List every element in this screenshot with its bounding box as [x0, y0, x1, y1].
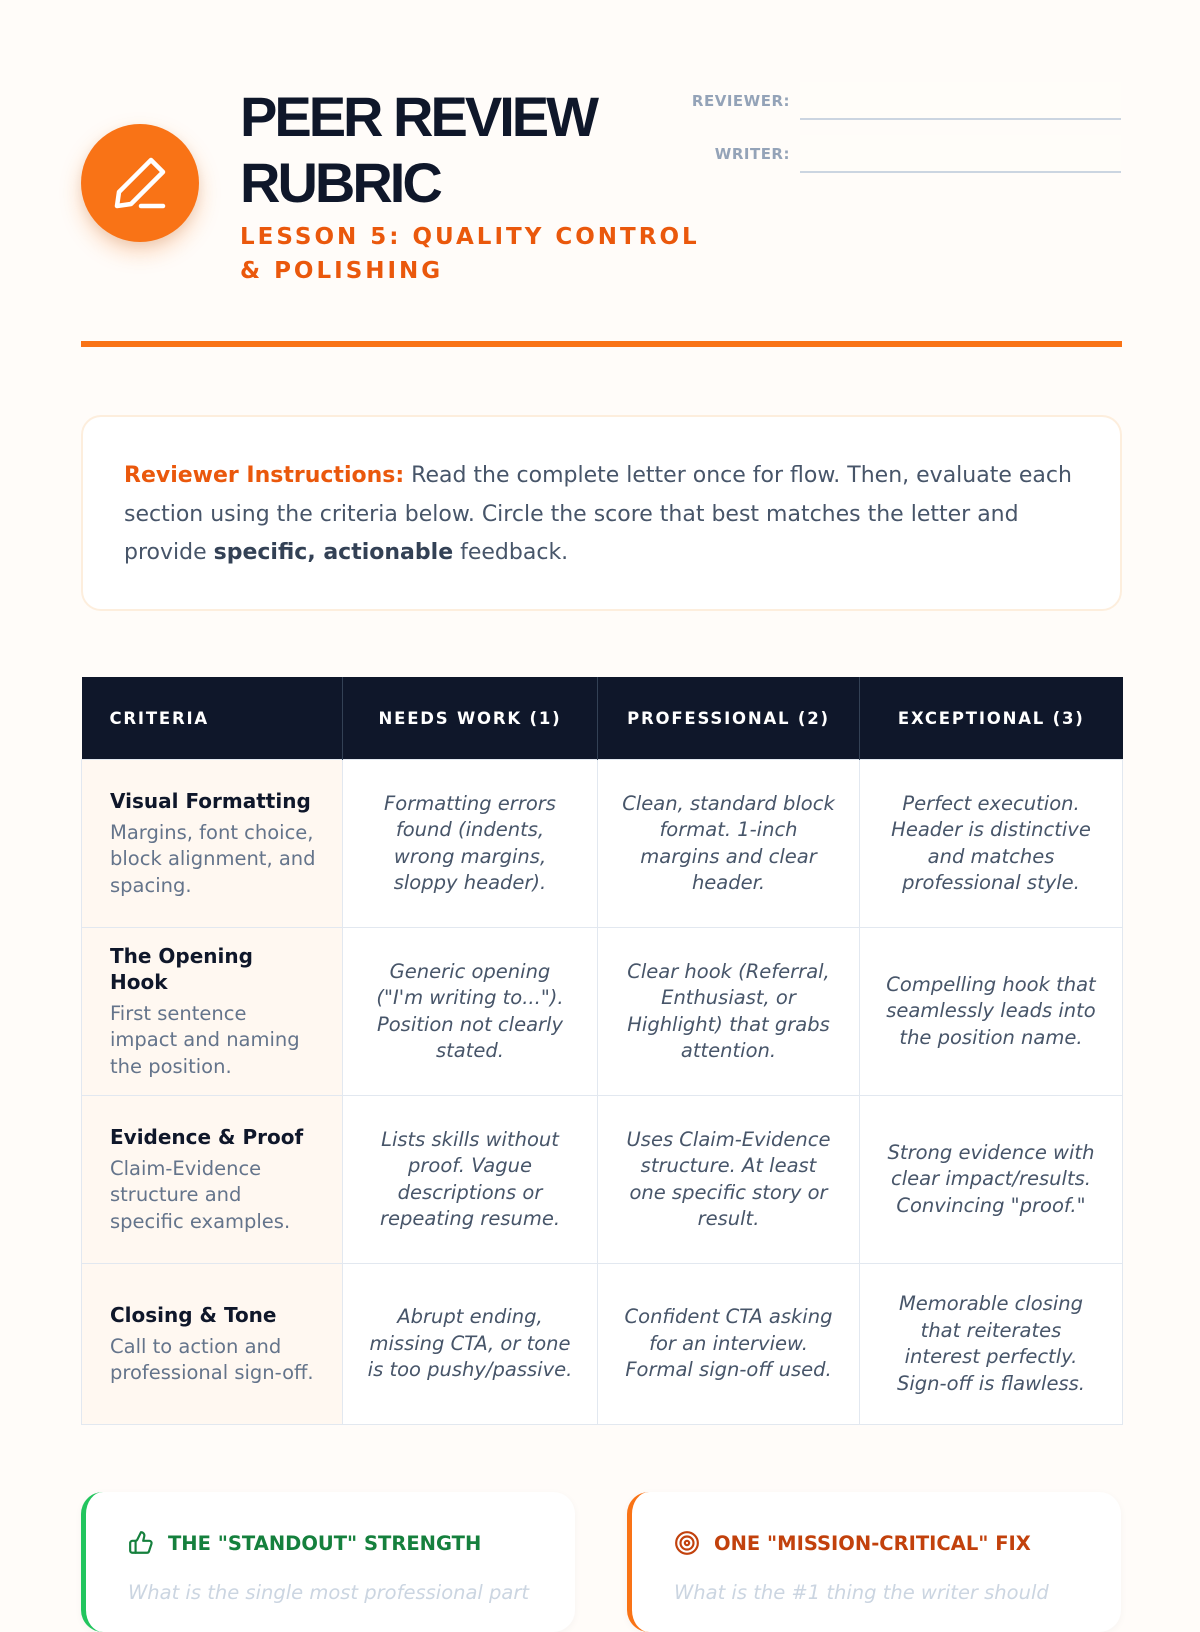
writer-label: WRITER:	[714, 145, 790, 163]
score-cell-professional[interactable]: Uses Claim-Evidence structure. At least one specific story or result.	[598, 1096, 860, 1264]
score-cell-exceptional[interactable]: Perfect execution. Header is distinctive and matches professional style.	[860, 760, 1123, 928]
criteria-desc: First sentence impact and naming the position.	[110, 1001, 300, 1078]
criteria-title: Visual Formatting	[110, 788, 311, 813]
instructions-box	[81, 415, 1122, 611]
criteria-cell	[82, 1096, 343, 1264]
instructions-text-end: feedback.	[453, 540, 569, 565]
criteria-title: The Opening Hook	[110, 943, 253, 994]
criteria-title: Evidence & Proof	[110, 1124, 304, 1149]
reviewer-input[interactable]	[800, 82, 1121, 120]
score-cell-professional[interactable]: Clean, standard block format. 1-inch margins and clear header.	[598, 760, 860, 928]
target-icon	[674, 1530, 700, 1556]
header-needs-work: NEEDS WORK (1)	[343, 677, 598, 760]
table-header-row	[82, 677, 1123, 760]
fix-card-title: ONE "MISSION-CRITICAL" FIX	[714, 1531, 1031, 1555]
rubric-table	[81, 677, 1123, 1425]
table-row	[82, 760, 1123, 928]
score-cell-needs-work[interactable]: Abrupt ending, missing CTA, or tone is too pushy/passive.	[343, 1264, 598, 1425]
table-row	[82, 928, 1123, 1096]
instructions-lead: Reviewer Instructions:	[124, 463, 405, 488]
criteria-desc: Claim-Evidence structure and specific examples.	[110, 1156, 291, 1233]
criteria-cell	[82, 1264, 343, 1425]
reviewer-row	[620, 82, 1121, 122]
header-criteria: CRITERIA	[82, 677, 343, 760]
header-exceptional: EXCEPTIONAL (3)	[860, 677, 1123, 760]
fix-card-prompt[interactable]: What is the #1 thing the writer should	[674, 1581, 1049, 1604]
header-divider	[81, 341, 1122, 347]
score-cell-exceptional[interactable]: Memorable closing that reiterates interest perfectly. Sign-off is flawless.	[860, 1264, 1123, 1425]
criteria-cell	[82, 928, 343, 1096]
table-row	[82, 1264, 1123, 1425]
strength-card-title: THE "STANDOUT" STRENGTH	[168, 1531, 482, 1555]
instructions-text: Read the complete letter once for flow. Then, evaluate each section using the criteria below. Circle the score that best matches the letter and provide	[124, 463, 1072, 565]
criteria-cell	[82, 760, 343, 928]
criteria-desc: Call to action and professional sign-off.	[110, 1334, 314, 1384]
criteria-desc: Margins, font choice, block alignment, and spacing.	[110, 820, 316, 897]
pencil-icon	[107, 150, 173, 216]
page-title: PEER REVIEW RUBRIC	[240, 85, 596, 214]
score-cell-needs-work[interactable]: Lists skills without proof. Vague descriptions or repeating resume.	[343, 1096, 598, 1264]
instructions-emphasis: specific, actionable	[213, 540, 454, 565]
thumbs-up-icon	[128, 1530, 154, 1556]
score-cell-professional[interactable]: Clear hook (Referral, Enthusiast, or Highlight) that grabs attention.	[598, 928, 860, 1096]
score-cell-needs-work[interactable]: Formatting errors found (indents, wrong margins, sloppy header).	[343, 760, 598, 928]
writer-input[interactable]	[800, 135, 1121, 173]
score-cell-exceptional[interactable]: Strong evidence with clear impact/results. Convincing "proof."	[860, 1096, 1123, 1264]
fix-card-header	[674, 1530, 1031, 1556]
table-row	[82, 1096, 1123, 1264]
strength-card	[81, 1492, 575, 1632]
strength-card-header	[128, 1530, 481, 1556]
score-cell-needs-work[interactable]: Generic opening ("I'm writing to..."). Position not clearly stated.	[343, 928, 598, 1096]
score-cell-exceptional[interactable]: Compelling hook that seamlessly leads into the position name.	[860, 928, 1123, 1096]
score-cell-professional[interactable]: Confident CTA asking for an interview. Formal sign-off used.	[598, 1264, 860, 1425]
criteria-title: Closing & Tone	[110, 1302, 277, 1327]
logo-badge	[81, 124, 199, 242]
fix-card	[627, 1492, 1121, 1632]
reviewer-label: REVIEWER:	[691, 92, 790, 110]
writer-row	[620, 135, 1121, 175]
strength-card-prompt[interactable]: What is the single most professional part	[128, 1581, 530, 1604]
page-subtitle: LESSON 5: QUALITY CONTROL & POLISHING	[240, 224, 700, 284]
header-professional: PROFESSIONAL (2)	[598, 677, 860, 760]
